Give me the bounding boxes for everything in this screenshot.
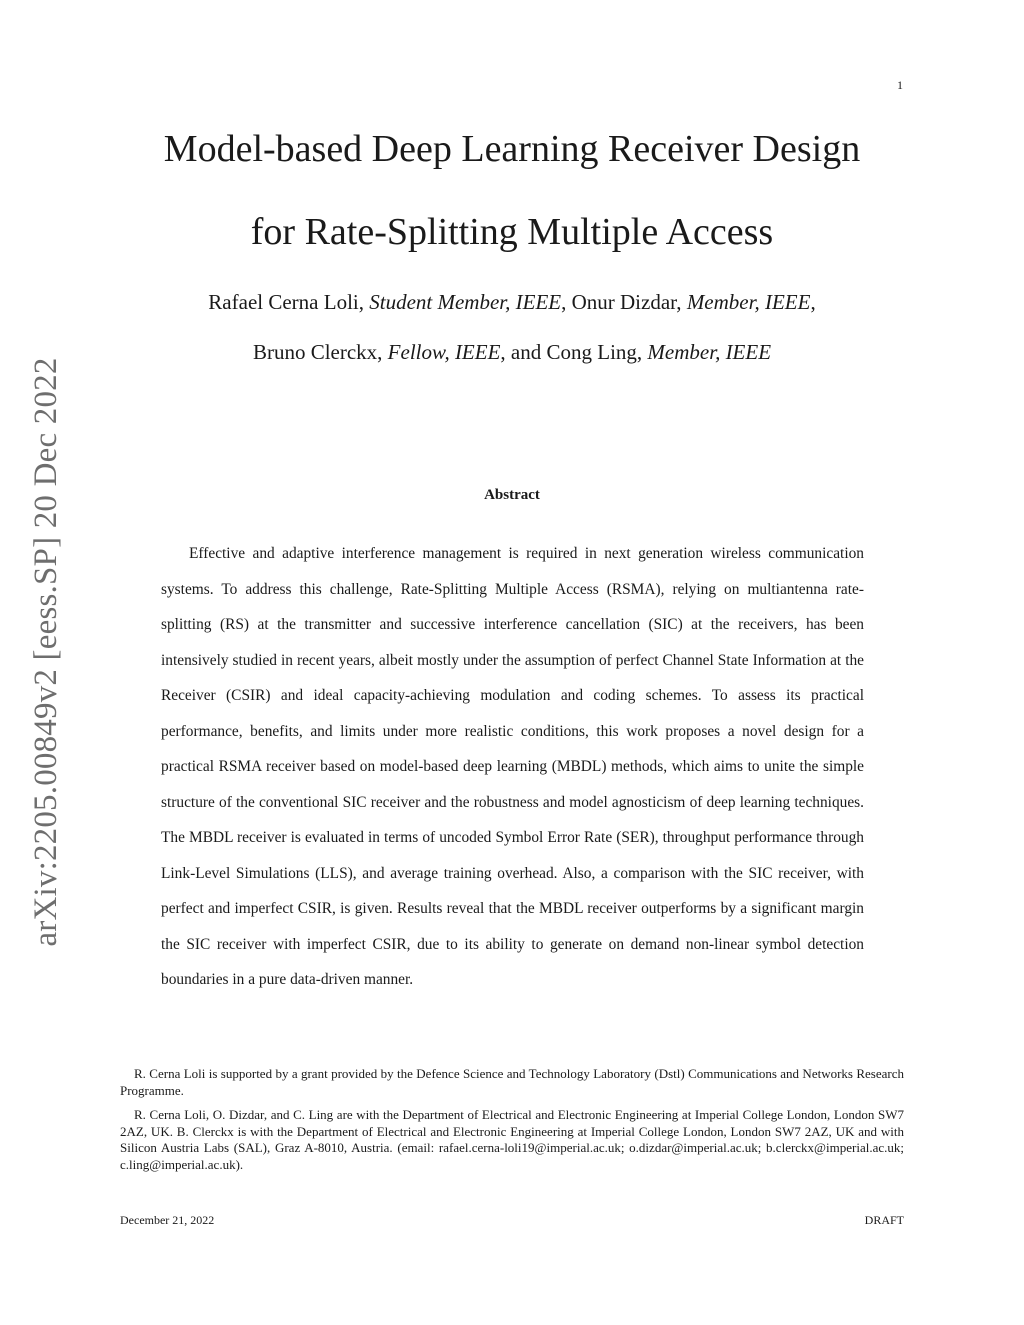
author-separator: , — [810, 290, 816, 314]
footer-date: December 21, 2022 — [120, 1213, 215, 1227]
title-line-1: Model-based Deep Learning Receiver Design — [163, 128, 861, 170]
footnote-funding: R. Cerna Loli is supported by a grant provided by the Defence Science and Technology Laboratory (Dstl) Communications and Networks Research Programme. — [120, 1066, 904, 1098]
author-membership: Member, IEEE — [686, 290, 811, 314]
author-membership: Student Member, IEEE — [369, 290, 562, 314]
arxiv-identifier-stamp: arXiv:2205.00849v2 [eess.SP] 20 Dec 2022 — [28, 357, 64, 947]
abstract-heading: Abstract — [484, 487, 540, 503]
page-number: 1 — [897, 78, 903, 92]
author-name: Bruno Clerckx, — [252, 340, 388, 364]
title-line-2: for Rate-Splitting Multiple Access — [250, 211, 774, 253]
author-name: , Onur Dizdar, — [561, 290, 687, 314]
abstract-body: Effective and adaptive interference management is required in next generation wireless communication systems. To address this challenge, Rate-Splitting Multiple Access (RSMA), relying on multiantenna rate-splitting (RS) at the transmitter and successive interference cancellation (SIC) at the receivers, has been intensively studied in recent years, albeit mostly under the assumption of perfect Channel State Information at the Receiver (CSIR) and ideal capacity-achieving modulation and coding schemes. To assess its practical performance, benefits, and limits under more realistic conditions, this work proposes a novel design for a practical RSMA receiver based on model-based deep learning (MBDL) methods, which aims to unite the simple structure of the conventional SIC receiver and the robustness and model agnosticism of deep learning techniques. The MBDL receiver is evaluated in terms of uncoded Symbol Error Rate (SER), throughput performance through Link-Level Simulations (LLS), and average training overhead. Also, a comparison with the SIC receiver, with perfect and imperfect CSIR, is given. Results reveal that the MBDL receiver outperforms by a significant margin the SIC receiver with imperfect CSIR, due to its ability to generate on demand non-linear symbol detection boundaries in a pure data-driven manner. — [161, 545, 864, 988]
footer-draft-label: DRAFT — [864, 1213, 904, 1227]
footnote-affiliations: R. Cerna Loli, O. Dizdar, and C. Ling are with the Department of Electrical and Electronic Engineering at Imperial College London, London SW7 2AZ, UK. B. Clerckx is with the Department of Electrical and Electronic Engineering at Imperial College London, London SW7 2AZ, UK and with Silicon Austria Labs (SAL), Graz A-8010, Austria. (email: rafael.cerna-loli19@imperial.ac.uk; o.dizdar@imperial.ac.uk; b.clerckx@imperial.ac.uk; c.ling@imperial.ac.uk). — [120, 1107, 904, 1172]
author-name: , and Cong Ling, — [500, 340, 648, 364]
author-membership: Fellow, IEEE — [387, 340, 501, 364]
author-name: Rafael Cerna Loli, — [208, 290, 370, 314]
author-membership: Member, IEEE — [647, 340, 772, 364]
paper-title — [0, 108, 1024, 274]
footnotes — [120, 1066, 904, 1181]
author-list — [0, 277, 1024, 377]
